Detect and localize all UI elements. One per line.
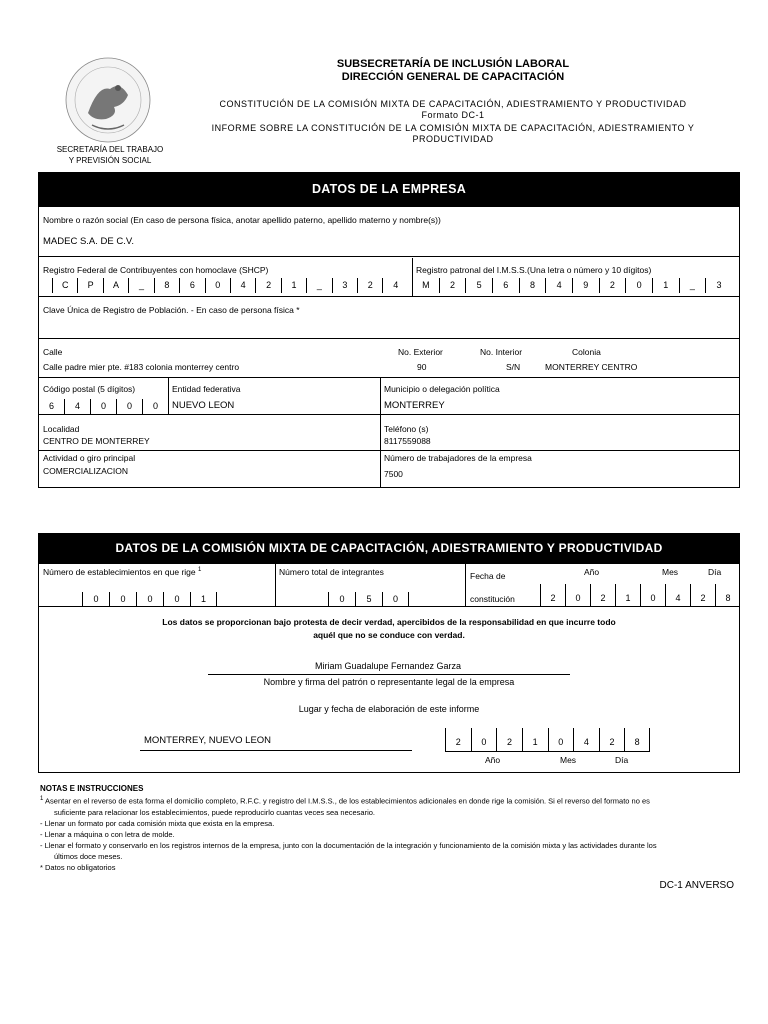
notas-title: NOTAS E INSTRUCCIONES (40, 784, 144, 793)
establecimientos-footnote: 1 (198, 567, 202, 574)
integrantes-label: Número total de integrantes (279, 567, 384, 577)
fecha-constitucion-label-1: Fecha de (470, 571, 506, 581)
subtitle-formato: Formato DC-1 (421, 110, 485, 120)
dia-label-2: Día (615, 755, 629, 765)
char-cell: 4 (230, 278, 255, 293)
codigo-postal-field[interactable] (38, 399, 168, 414)
char-cell: 0 (116, 399, 142, 414)
trabajadores-label: Número de trabajadores de la empresa (384, 453, 532, 463)
char-cell: 4 (382, 278, 407, 293)
notas-section (40, 783, 740, 873)
nota-2: - Llenar un formato por cada comisión mixta que exista en la empresa. (40, 818, 275, 828)
telefono-label: Teléfono (s) (384, 424, 429, 434)
char-cell: P (77, 278, 102, 293)
protesta-line-1: Los datos se proporcionan bajo protesta de decir verdad, apercibidos de la responsabilidad en que incurre todo (162, 617, 616, 627)
no-interior-label: No. Interior (480, 347, 523, 357)
no-interior-value[interactable]: S/N (506, 362, 521, 372)
char-cell: 4 (64, 399, 90, 414)
divider (38, 296, 740, 297)
subtitle-productividad: PRODUCTIVIDAD (412, 134, 494, 144)
calle-label: Calle (43, 347, 63, 357)
anio-label-2: Año (485, 755, 501, 765)
anio-label: Año (584, 567, 600, 577)
mes-label: Mes (662, 567, 679, 577)
char-cell: 2 (445, 728, 471, 752)
colonia-label: Colonia (572, 347, 601, 357)
imss-label: Registro patronal del I.M.S.S.(Una letra o número y 10 dígitos) (416, 265, 652, 275)
char-cell: 8 (715, 584, 740, 606)
char-cell: C (52, 278, 77, 293)
char-cell: _ (306, 278, 331, 293)
establecimientos-label-text: Número de establecimientos en que rige (43, 567, 196, 577)
divider (380, 378, 381, 414)
char-cell: 0 (565, 584, 590, 606)
lugar-fecha-field[interactable] (445, 728, 650, 752)
divider (380, 414, 381, 488)
divider (38, 256, 740, 257)
firma-label: Nombre y firma del patrón o representante legal de la empresa (263, 677, 515, 687)
divider (38, 450, 740, 451)
codigo-postal-label: Código postal (5 dígitos) (43, 384, 136, 394)
integrantes-field[interactable] (328, 592, 409, 606)
char-cell: 2 (496, 728, 522, 752)
char-cell: 0 (328, 592, 355, 606)
char-cell: 0 (471, 728, 497, 752)
fecha-constitucion-label-2: constitución (470, 594, 515, 604)
char-cell: 1 (615, 584, 640, 606)
char-cell: 6 (38, 399, 64, 414)
char-cell: 0 (90, 399, 116, 414)
char-cell: 2 (690, 584, 715, 606)
char-cell: 8 (519, 278, 546, 293)
firma-line (208, 674, 570, 675)
char-cell: 8 (154, 278, 179, 293)
nota-1a: Asentar en el reverso de esta forma el domicilio completo, R.F.C. y registro del I.M.S.S., de los establecimientos adicionales en donde rige la comisión. Si el reverso del formato no es (45, 796, 650, 806)
char-cell: 1 (522, 728, 548, 752)
char-cell: 1 (190, 592, 217, 606)
localidad-value[interactable]: CENTRO DE MONTERREY (43, 436, 150, 446)
trabajadores-value[interactable]: 7500 (384, 469, 403, 479)
char-cell: 5 (465, 278, 492, 293)
char-cell: 9 (572, 278, 599, 293)
divider (465, 563, 466, 606)
char-cell: 2 (599, 728, 625, 752)
char-cell: 6 (492, 278, 519, 293)
entidad-value[interactable]: NUEVO LEON (172, 400, 235, 411)
nota-4b: últimos doce meses. (54, 851, 123, 861)
char-cell: 0 (205, 278, 230, 293)
char-cell: A (103, 278, 128, 293)
mexico-seal-logo (48, 55, 168, 145)
entidad-label: Entidad federativa (172, 384, 241, 394)
rfc-field[interactable] (52, 278, 408, 293)
char-cell: 3 (332, 278, 357, 293)
no-exterior-label: No. Exterior (398, 347, 443, 357)
divider (275, 563, 276, 606)
nota-1 (40, 794, 740, 807)
char-cell: 0 (142, 399, 168, 414)
section-band-empresa: DATOS DE LA EMPRESA (38, 172, 740, 206)
char-cell: 0 (548, 728, 574, 752)
char-cell: 2 (357, 278, 382, 293)
form-code-footer: DC-1 ANVERSO (659, 880, 734, 891)
char-cell: 2 (255, 278, 280, 293)
char-cell: 3 (705, 278, 732, 293)
localidad-label: Localidad (43, 424, 80, 434)
actividad-label: Actividad o giro principal (43, 453, 136, 463)
protesta-line-2: aquél que no se conduce con verdad. (313, 630, 465, 640)
divider (38, 377, 740, 378)
char-cell: 0 (640, 584, 665, 606)
municipio-label: Municipio o delegación política (384, 384, 500, 394)
razon-social-value[interactable]: MADEC S.A. DE C.V. (43, 236, 134, 247)
lugar-line (140, 750, 412, 751)
nota-1-sup: 1 (40, 796, 44, 802)
divider (38, 606, 740, 607)
lugar-label: Lugar y fecha de elaboración de este informe (298, 704, 480, 714)
char-cell: _ (128, 278, 153, 293)
no-exterior-value[interactable]: 90 (417, 362, 427, 372)
lugar-value[interactable]: MONTERREY, NUEVO LEON (144, 735, 272, 746)
firmante-name[interactable]: Miriam Guadalupe Fernandez Garza (314, 661, 462, 671)
char-cell: 6 (179, 278, 204, 293)
char-cell: 0 (382, 592, 409, 606)
char-cell: _ (679, 278, 706, 293)
nota-5: * Datos no obligatorios (40, 862, 116, 872)
nota-3: - Llenar a máquina o con letra de molde. (40, 829, 175, 839)
char-cell: 4 (573, 728, 599, 752)
char-cell: 0 (625, 278, 652, 293)
char-cell: M (412, 278, 439, 293)
agency-line-2: Y PREVISIÓN SOCIAL (68, 156, 152, 165)
title-direccion: DIRECCIÓN GENERAL DE CAPACITACIÓN (341, 71, 565, 83)
char-cell: 5 (355, 592, 382, 606)
subtitle-constitucion: CONSTITUCIÓN DE LA COMISIÓN MIXTA DE CAPACITACIÓN, ADIESTRAMIENTO Y PRODUCTIVIDAD (219, 99, 687, 109)
char-cell: 0 (82, 592, 109, 606)
razon-social-label: Nombre o razón social (En caso de persona física, anotar apellido paterno, apellido materno y nombre(s)) (43, 215, 441, 225)
char-cell: 0 (163, 592, 190, 606)
char-cell: 0 (136, 592, 163, 606)
rfc-label: Registro Federal de Contribuyentes con homoclave (SHCP) (43, 265, 269, 275)
agency-name (48, 144, 172, 166)
telefono-value[interactable]: 8117559088 (384, 436, 431, 446)
mes-label-2: Mes (560, 755, 577, 765)
divider (38, 338, 740, 339)
char-cell: 0 (109, 592, 136, 606)
actividad-value[interactable]: COMERCIALIZACION (43, 466, 129, 476)
dia-label: Día (708, 567, 722, 577)
char-cell: 4 (665, 584, 690, 606)
char-cell: 2 (599, 278, 626, 293)
divider (38, 414, 740, 415)
section-band-comision: DATOS DE LA COMISIÓN MIXTA DE CAPACITACIÓN, ADIESTRAMIENTO Y PRODUCTIVIDAD (38, 533, 740, 563)
title-subsecretaria: SUBSECRETARÍA DE INCLUSIÓN LABORAL (336, 58, 570, 70)
char-cell: 2 (590, 584, 615, 606)
fecha-constitucion-field[interactable] (540, 584, 740, 606)
char-cell: 1 (652, 278, 679, 293)
imss-field[interactable] (412, 278, 732, 293)
divider (168, 378, 169, 414)
char-cell: 2 (439, 278, 466, 293)
curp-label: Clave Única de Registro de Población. - En caso de persona física * (43, 305, 300, 315)
nota-4a: - Llenar el formato y conservarlo en los registros internos de la empresa, junto con la documentación de la integración y funcionamiento de la comisión mixta y las actividades durante los (40, 840, 657, 850)
calle-value[interactable]: Calle padre mier pte. #183 colonia monterrey centro (43, 362, 240, 372)
establecimientos-field[interactable] (82, 592, 217, 606)
agency-line-1: SECRETARÍA DEL TRABAJO (56, 145, 164, 154)
char-cell: 4 (545, 278, 572, 293)
municipio-value[interactable]: MONTERREY (384, 400, 445, 411)
char-cell: 2 (540, 584, 565, 606)
colonia-value[interactable]: MONTERREY CENTRO (545, 362, 638, 372)
subtitle-informe: INFORME SOBRE LA CONSTITUCIÓN DE LA COMISIÓN MIXTA DE CAPACITACIÓN, ADIESTRAMIENTO Y (211, 123, 695, 133)
nota-1b: suficiente para relacionar los establecimientos, puede reproducirlo cuantas veces sea necesario. (54, 807, 376, 817)
char-cell: 8 (624, 728, 650, 752)
establecimientos-label (43, 567, 201, 577)
char-cell: 1 (281, 278, 306, 293)
